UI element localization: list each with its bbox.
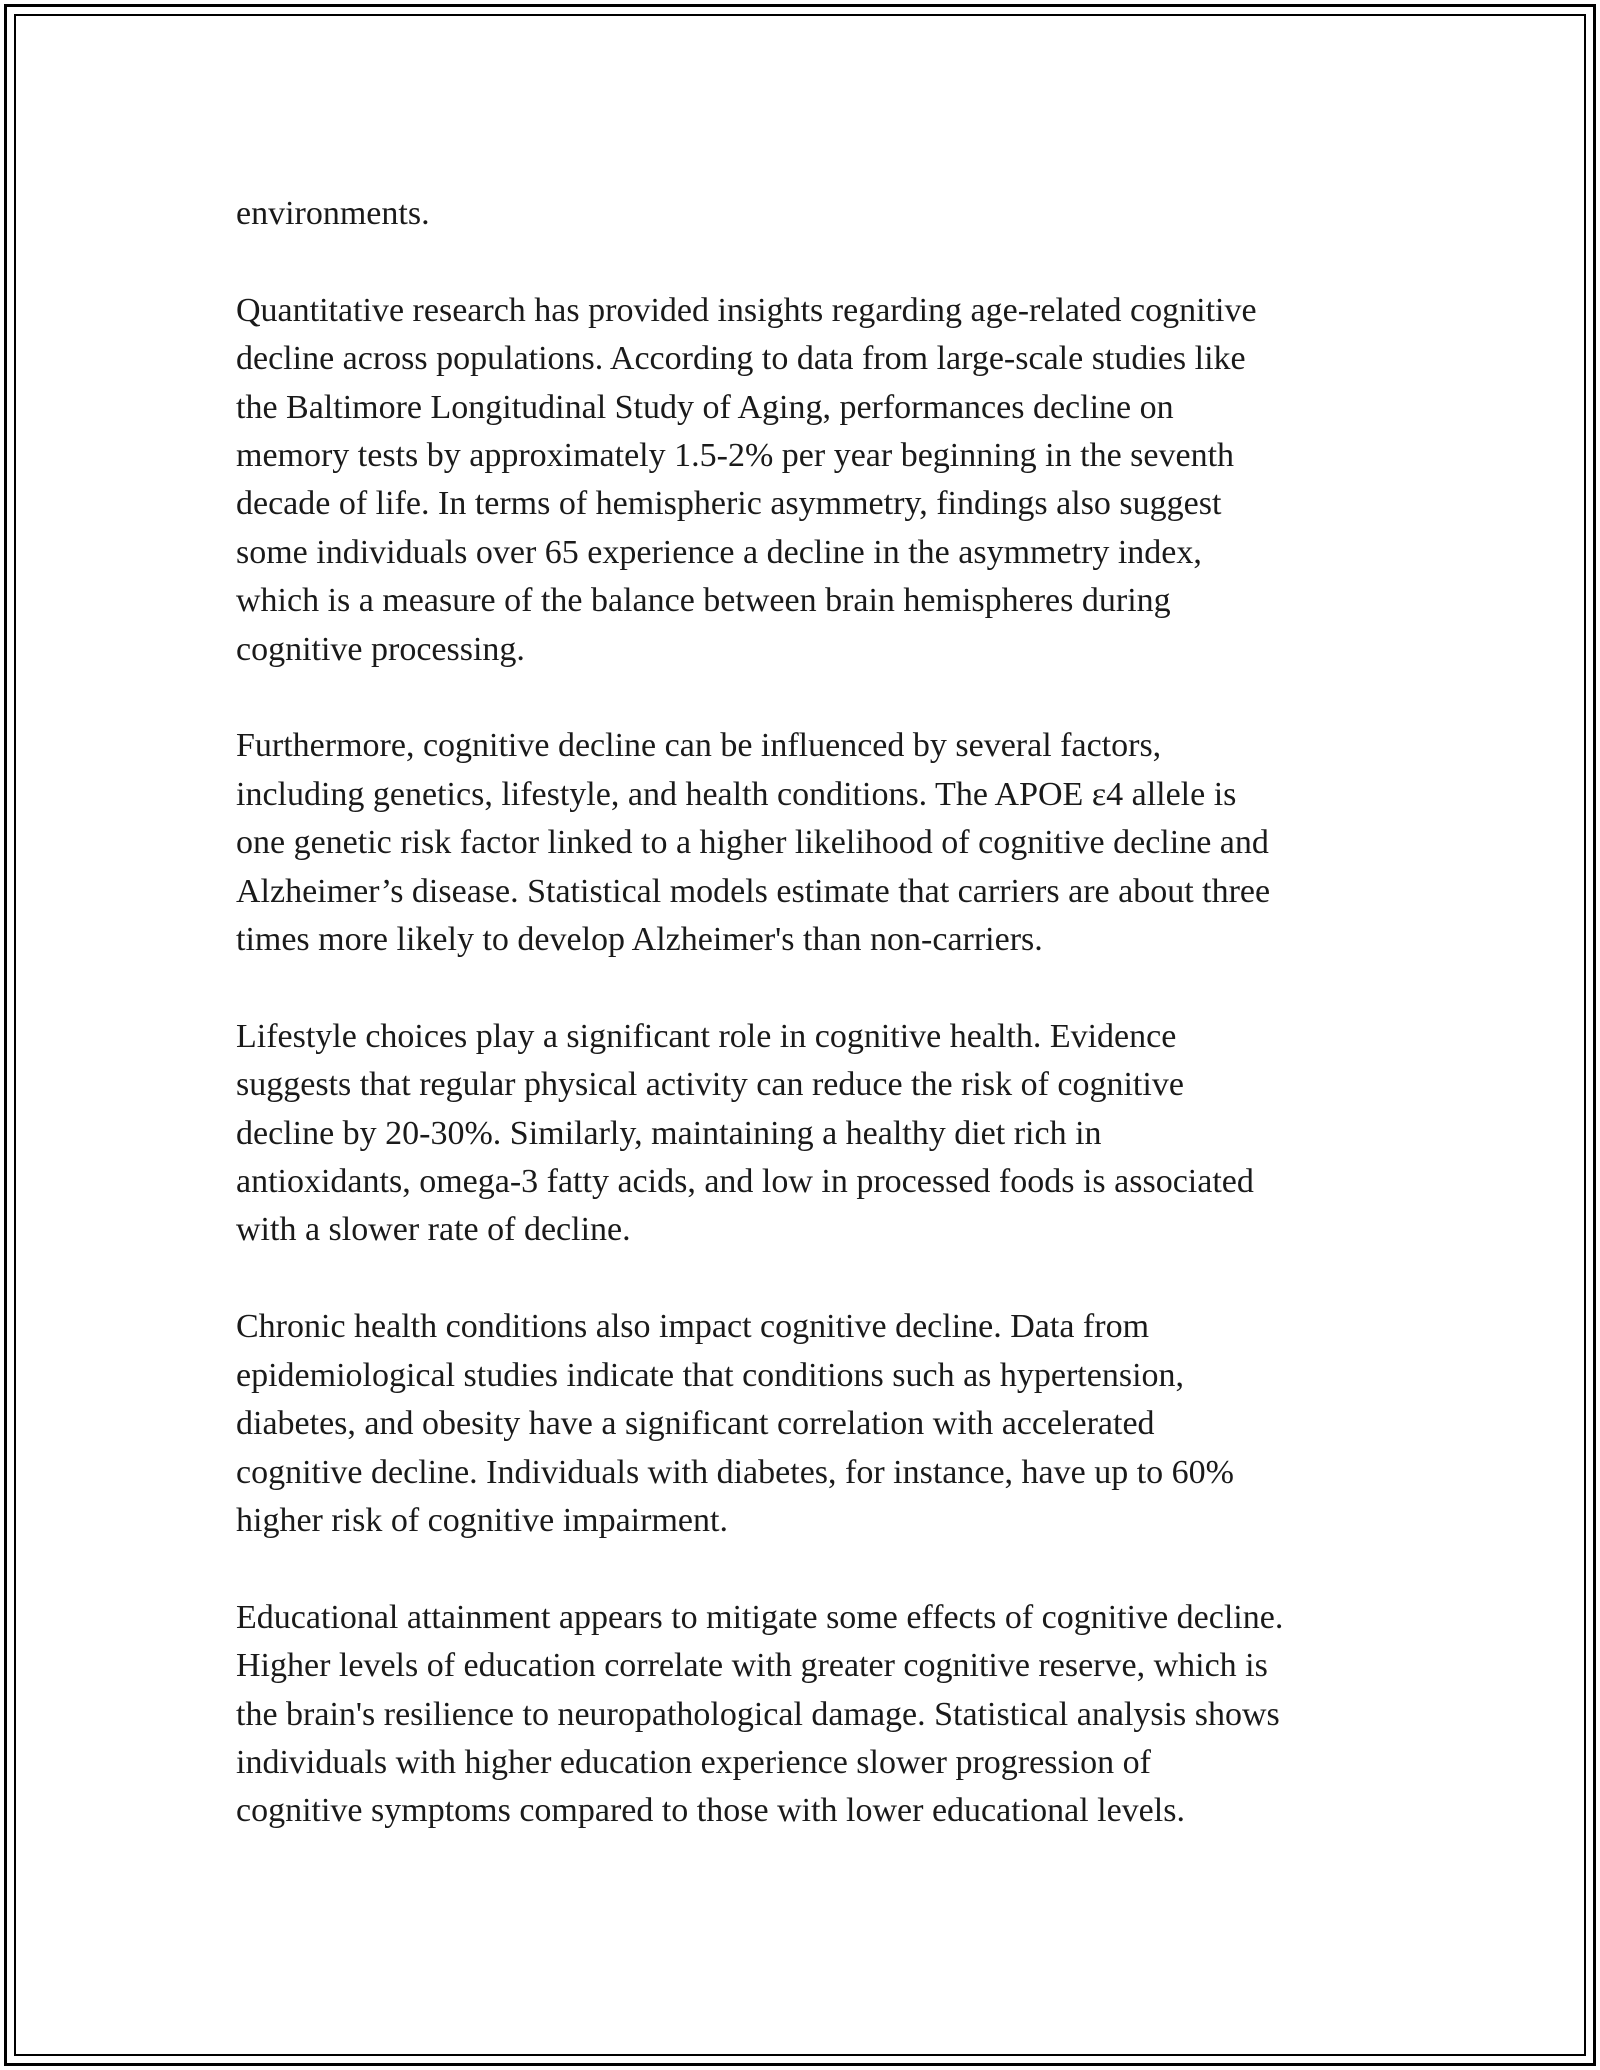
text-line: memory tests by approximately 1.5-2% per year beginning in the seventh [236, 437, 1235, 475]
text-line: decade of life. In terms of hemispheric asymmetry, findings also suggest [236, 485, 1222, 523]
text-line: higher risk of cognitive impairment. [236, 1501, 728, 1539]
text-line: cognitive decline. Individuals with diabetes, for instance, have up to 60% [236, 1453, 1235, 1491]
text-line: epidemiological studies indicate that conditions such as hypertension, [236, 1356, 1185, 1394]
paragraph-quantitative-research [236, 287, 1386, 674]
text-line: the brain's resilience to neuropathological damage. Statistical analysis shows [236, 1695, 1280, 1733]
text-line: Chronic health conditions also impact cognitive decline. Data from [236, 1308, 1150, 1346]
paragraph-education [236, 1594, 1386, 1836]
text-line: Higher levels of education correlate with greater cognitive reserve, which is [236, 1647, 1268, 1685]
text-line: diabetes, and obesity have a significant correlation with accelerated [236, 1405, 1155, 1443]
document-body [236, 190, 1386, 1884]
text-line: Quantitative research has provided insights regarding age-related cognitive [236, 291, 1257, 329]
text-line: the Baltimore Longitudinal Study of Aging, performances decline on [236, 388, 1174, 426]
text-line: one genetic risk factor linked to a higher likelihood of cognitive decline and [236, 824, 1269, 862]
text-line: decline across populations. According to data from large-scale studies like [236, 340, 1246, 378]
text-line: environments. [236, 195, 430, 232]
text-line: cognitive processing. [236, 630, 525, 668]
text-line: with a slower rate of decline. [236, 1211, 631, 1249]
text-line: Alzheimer’s disease. Statistical models estimate that carriers are about three [236, 872, 1271, 910]
text-line: Educational attainment appears to mitigate some effects of cognitive decline. [236, 1598, 1284, 1636]
text-line: some individuals over 65 experience a decline in the asymmetry index, [236, 533, 1202, 571]
paragraph-chronic-conditions [236, 1303, 1386, 1545]
text-line: which is a measure of the balance between brain hemispheres during [236, 582, 1171, 620]
text-line: individuals with higher education experience slower progression of [236, 1743, 1151, 1781]
paragraph-continuation [236, 190, 1386, 238]
text-line: including genetics, lifestyle, and health conditions. The APOE ε4 allele is [236, 775, 1237, 813]
paragraph-lifestyle [236, 1013, 1386, 1255]
text-line: times more likely to develop Alzheimer's than non-carriers. [236, 921, 1043, 959]
text-line: suggests that regular physical activity can reduce the risk of cognitive [236, 1066, 1184, 1104]
paragraph-risk-factors [236, 722, 1386, 964]
text-line: antioxidants, omega-3 fatty acids, and low in processed foods is associated [236, 1163, 1254, 1201]
text-line: cognitive symptoms compared to those with lower educational levels. [236, 1792, 1185, 1830]
text-line: Lifestyle choices play a significant role in cognitive health. Evidence [236, 1017, 1177, 1055]
text-line: Furthermore, cognitive decline can be influenced by several factors, [236, 727, 1162, 765]
text-line: decline by 20-30%. Similarly, maintaining a healthy diet rich in [236, 1114, 1102, 1152]
